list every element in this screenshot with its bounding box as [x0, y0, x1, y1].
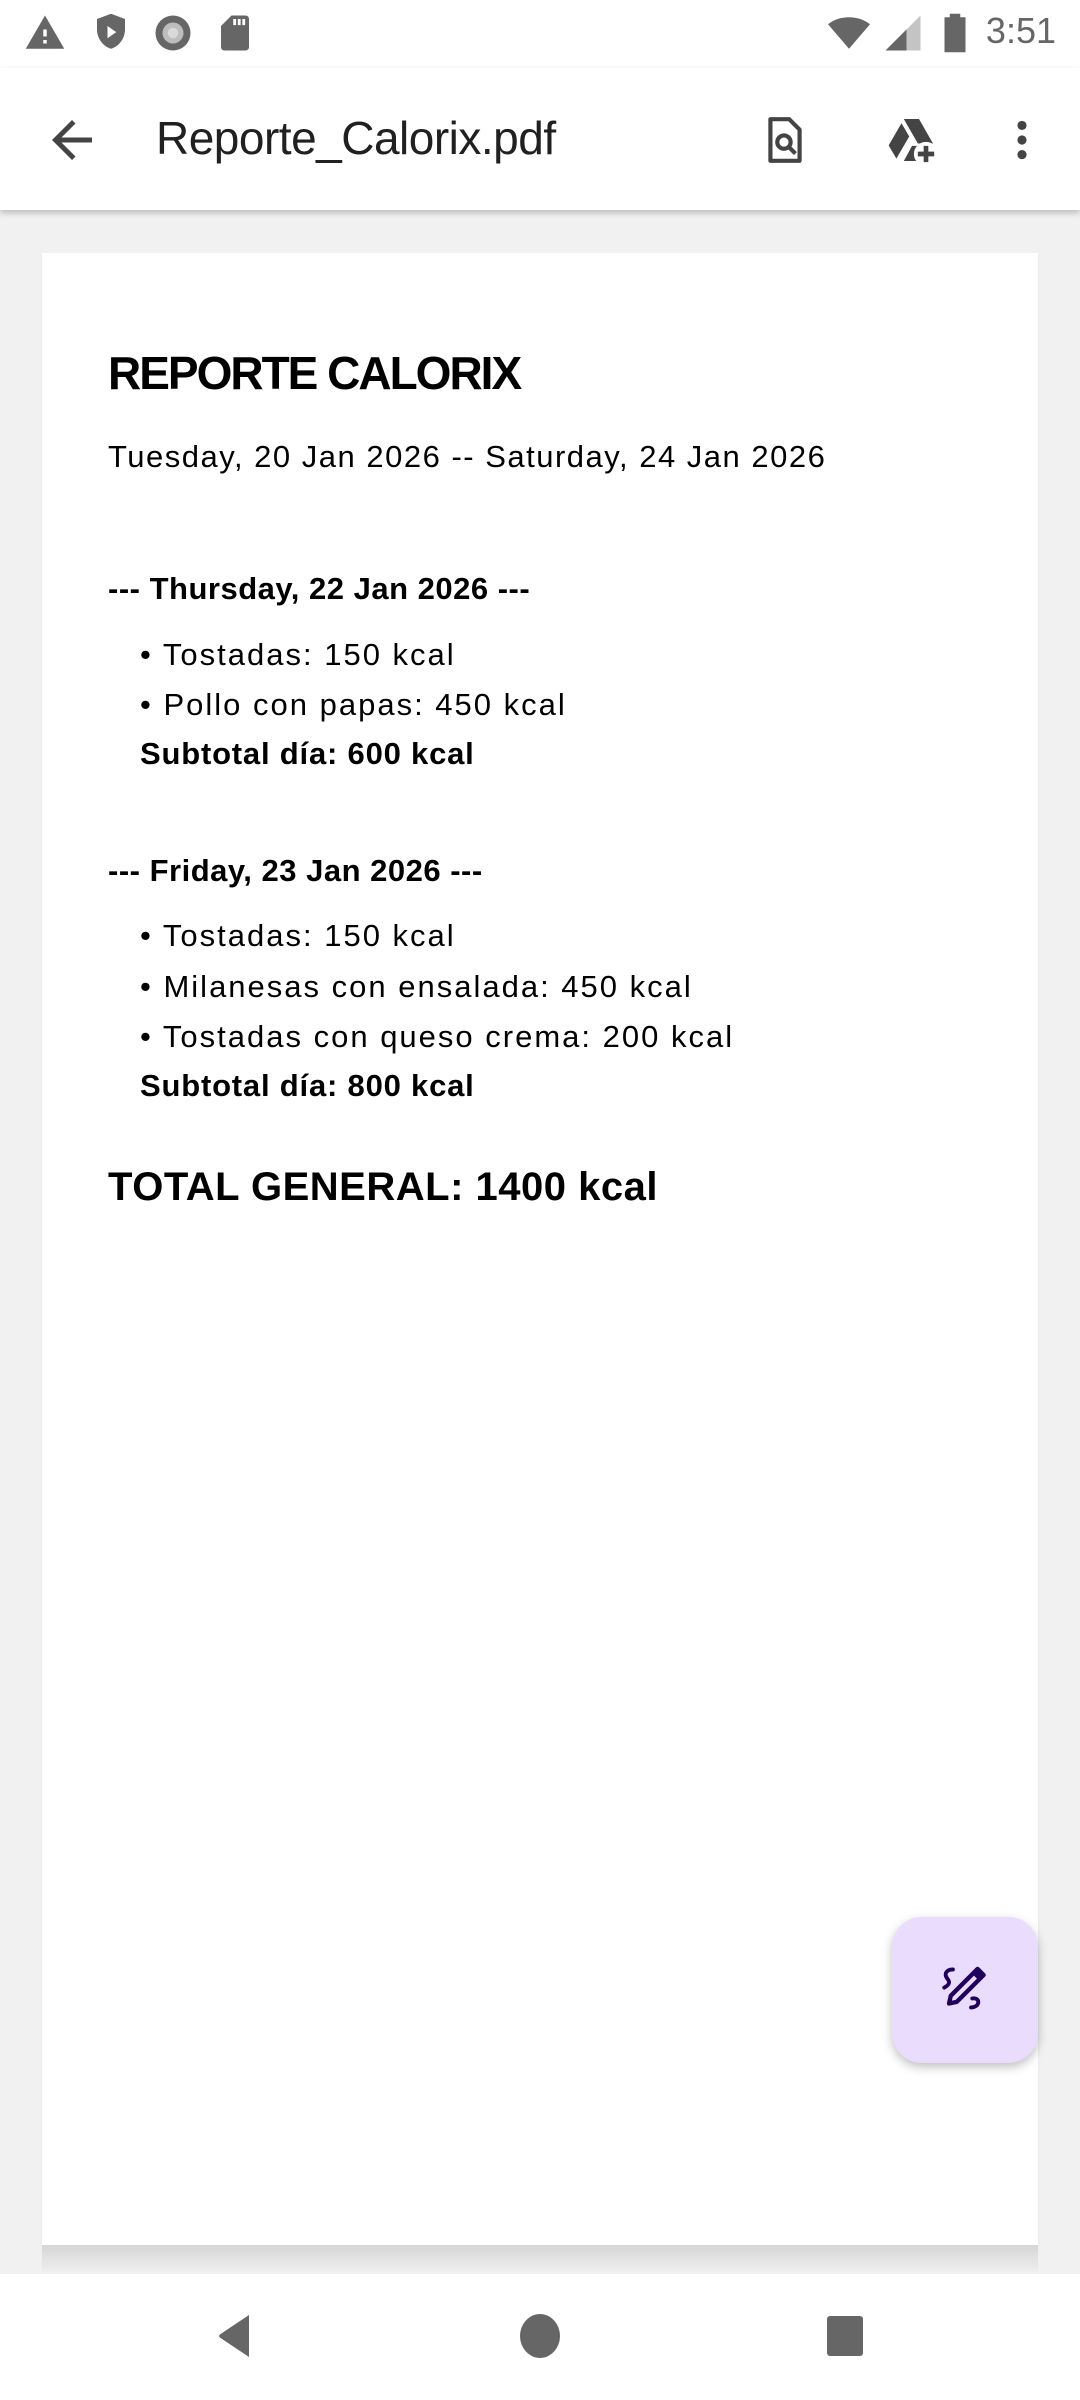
status-time: 3:51: [985, 10, 1056, 51]
save-to-drive-button[interactable]: [880, 108, 944, 172]
annotate-fab-button[interactable]: [892, 1917, 1038, 2063]
play-protect-shield-icon: [90, 12, 132, 54]
nav-back-button[interactable]: [203, 2304, 267, 2368]
more-vert-icon: [997, 115, 1047, 165]
page-bottom-shadow: [42, 2245, 1038, 2274]
day-heading: --- Friday, 23 Jan 2026 ---: [108, 853, 483, 888]
app-bar: [0, 68, 1080, 210]
find-in-file-button[interactable]: [753, 108, 817, 172]
sd-card-icon: [214, 12, 256, 54]
status-bar: [0, 0, 1080, 68]
battery-icon: [934, 12, 976, 54]
wifi-icon: [828, 12, 870, 54]
food-item: • Tostadas con queso crema: 200 kcal: [140, 1019, 735, 1054]
system-nav-bar: [0, 2274, 1080, 2400]
report-title: REPORTE CALORIX: [108, 347, 521, 399]
drive-add-icon: [884, 112, 940, 168]
file-search-icon: [760, 115, 810, 165]
back-button[interactable]: [42, 110, 102, 170]
nav-home-icon: [518, 2312, 562, 2360]
record-circle-icon: [152, 12, 194, 54]
food-item: • Pollo con papas: 450 kcal: [140, 687, 567, 722]
nav-recents-button[interactable]: [813, 2304, 877, 2368]
day-subtotal: Subtotal día: 600 kcal: [140, 736, 475, 771]
day-heading: --- Thursday, 22 Jan 2026 ---: [108, 571, 531, 606]
day-subtotal: Subtotal día: 800 kcal: [140, 1068, 475, 1103]
nav-back-icon: [213, 2312, 257, 2360]
nav-home-button[interactable]: [508, 2304, 572, 2368]
warning-icon: [24, 12, 66, 54]
date-range: Tuesday, 20 Jan 2026 -- Saturday, 24 Jan 2026: [108, 439, 827, 474]
more-options-button[interactable]: [990, 108, 1054, 172]
annotate-pen-icon: [936, 1961, 994, 2019]
pdf-page[interactable]: [42, 253, 1038, 2245]
file-title: Reporte_Calorix.pdf: [156, 112, 556, 164]
food-item: • Tostadas: 150 kcal: [140, 918, 456, 953]
grand-total: TOTAL GENERAL: 1400 kcal: [108, 1165, 658, 1209]
food-item: • Milanesas con ensalada: 450 kcal: [140, 969, 693, 1004]
nav-recents-icon: [823, 2312, 867, 2360]
arrow-back-icon: [42, 110, 102, 170]
food-item: • Tostadas: 150 kcal: [140, 637, 456, 672]
cell-signal-icon: [882, 12, 924, 54]
